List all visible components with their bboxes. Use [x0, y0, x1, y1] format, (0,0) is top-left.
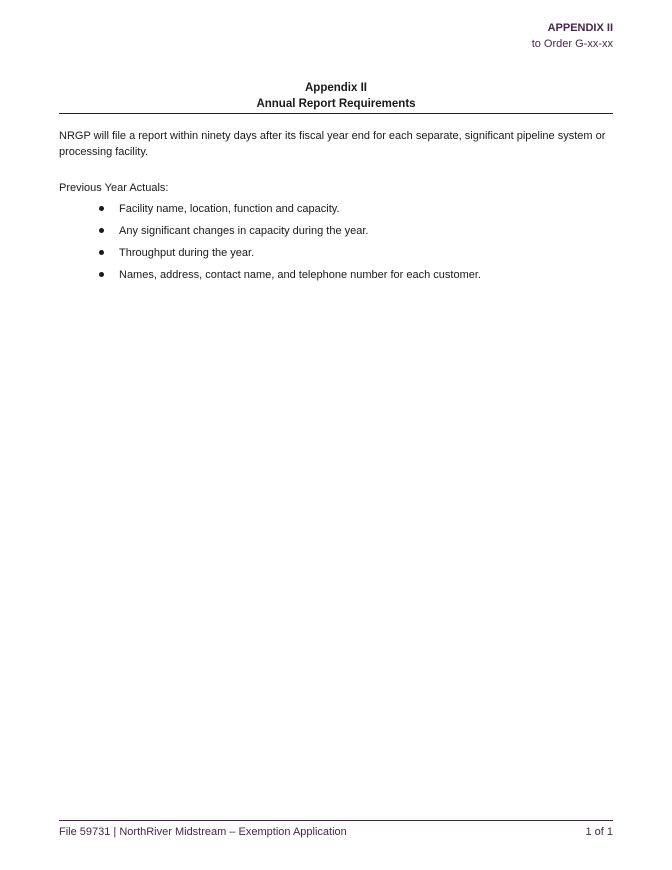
list-item — [97, 201, 481, 223]
list-item-text: Facility name, location, function and capacity. — [119, 203, 340, 215]
bullet-icon — [99, 206, 104, 211]
list-item-text: Throughput during the year. — [119, 247, 255, 259]
intro-paragraph: NRGP will file a report within ninety days after its fiscal year end for each separate, significant pipeline system or processing facility. — [59, 130, 606, 158]
footer-divider — [59, 820, 613, 821]
list-item — [97, 223, 481, 245]
bullet-icon — [99, 250, 104, 255]
title-line-1: Appendix II — [305, 82, 367, 94]
section-heading: Previous Year Actuals: — [59, 182, 169, 194]
list-item — [97, 245, 481, 267]
appendix-label: APPENDIX II — [547, 22, 613, 34]
title-divider — [59, 113, 613, 114]
order-reference: to Order G-xx-xx — [531, 38, 613, 50]
list-item — [97, 267, 481, 289]
bullet-icon — [99, 228, 104, 233]
title-line-2: Annual Report Requirements — [256, 98, 416, 110]
list-item-text: Any significant changes in capacity during the year. — [119, 225, 369, 237]
list-item-text: Names, address, contact name, and telephone number for each customer. — [119, 269, 481, 281]
page-number: 1 of 1 — [585, 826, 613, 838]
footer-file-reference: File 59731 | NorthRiver Midstream – Exemption Application — [59, 826, 347, 838]
requirements-list — [97, 201, 481, 289]
document-title — [59, 80, 613, 112]
bullet-icon — [99, 272, 104, 277]
page-header — [532, 20, 613, 52]
